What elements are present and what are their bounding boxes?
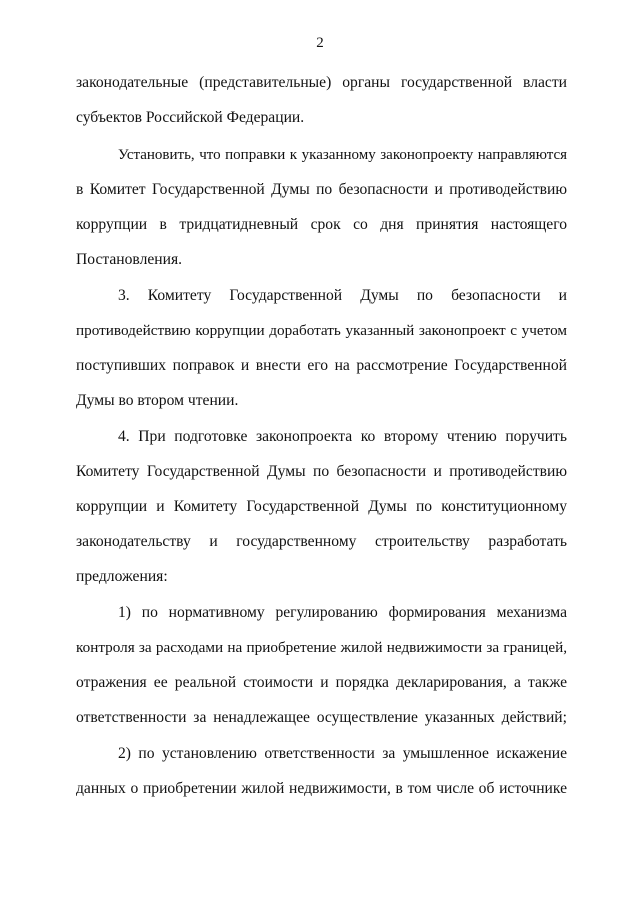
text-line: в Комитет Государственной Думы по безопасности и противодействию	[76, 181, 567, 198]
text-line: 1) по нормативному регулированию формирования механизма	[118, 604, 567, 621]
text-line: законодательству и государственному строительству разработать	[76, 533, 567, 550]
text-line: коррупции в тридцатидневный срок со дня принятия настоящего	[76, 216, 567, 233]
text-line: 2) по установлению ответственности за умышленное искажение	[118, 745, 567, 762]
page-number: 2	[316, 35, 324, 51]
text-line: коррупции и Комитету Государственной Думы по конституционному	[76, 498, 567, 515]
text-line: 3. Комитету Государственной Думы по безопасности и	[118, 287, 567, 304]
text-line: контроля за расходами на приобретение жилой недвижимости за границей,	[76, 639, 567, 656]
text-line: отражения ее реальной стоимости и порядка декларирования, а также	[76, 674, 567, 691]
text-line: предложения:	[76, 568, 168, 585]
text-line: Думы во втором чтении.	[76, 392, 239, 409]
text-line: субъектов Российской Федерации.	[76, 109, 305, 126]
text-line: 4. При подготовке законопроекта ко второму чтению поручить	[118, 428, 567, 445]
text-line: ответственности за ненадлежащее осуществление указанных действий;	[76, 709, 567, 726]
text-line: поступивших поправок и внести его на рассмотрение Государственной	[76, 357, 567, 374]
text-line: законодательные (представительные) органы государственной власти	[76, 74, 567, 91]
text-line: противодействию коррупции доработать указанный законопроект с учетом	[76, 322, 567, 339]
text-line: Установить, что поправки к указанному законопроекту направляются	[118, 147, 567, 163]
text-line: Постановления.	[76, 251, 183, 268]
text-line: данных о приобретении жилой недвижимости, в том числе об источнике	[76, 780, 567, 797]
text-line: Комитету Государственной Думы по безопасности и противодействию	[76, 463, 567, 480]
